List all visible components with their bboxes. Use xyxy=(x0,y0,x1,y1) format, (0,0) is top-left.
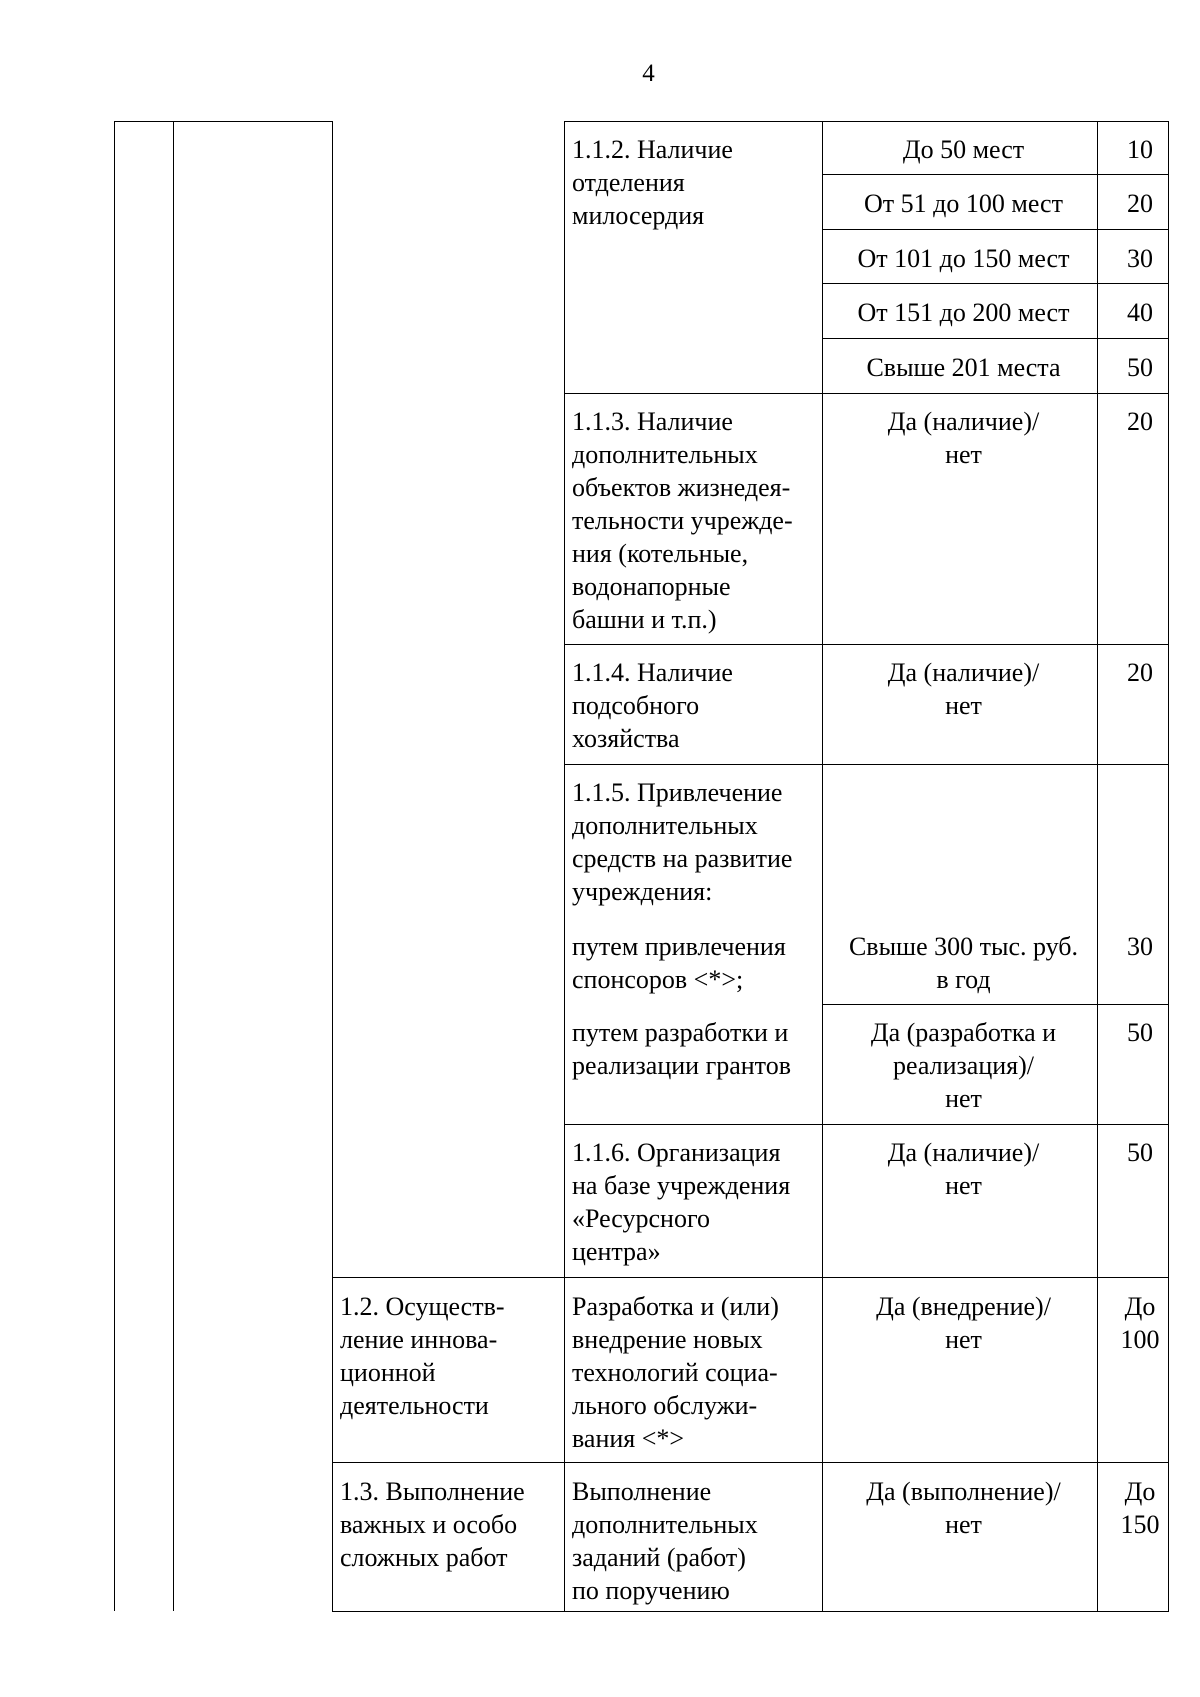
score-cell xyxy=(1104,351,1176,384)
condition-text: Да (внедрение)/ xyxy=(876,1292,1051,1321)
condition-cell xyxy=(829,351,1098,384)
condition-cell xyxy=(829,405,1098,471)
score-text: 30 xyxy=(1127,244,1153,273)
criterion-text: по поручению xyxy=(572,1576,730,1605)
score-text: 50 xyxy=(1127,353,1153,382)
condition-text: нет xyxy=(945,1084,982,1113)
section-text: ционной xyxy=(340,1358,436,1387)
criterion-text: милосердия xyxy=(572,201,705,230)
condition-cell xyxy=(829,296,1098,329)
criterion-cell xyxy=(572,1290,817,1455)
section-text: 1.3. Выполнение xyxy=(340,1477,525,1506)
criterion-text: на базе учреждения xyxy=(572,1171,791,1200)
row-rule xyxy=(564,1124,1169,1125)
condition-cell xyxy=(829,1016,1098,1115)
criterion-text: вания <*> xyxy=(572,1424,685,1453)
score-cell xyxy=(1104,656,1176,689)
criterion-text: 1.1.3. Наличие xyxy=(572,407,733,436)
sub-criterion-text: реализации грантов xyxy=(572,1051,791,1080)
score-cell xyxy=(1104,1136,1176,1169)
criterion-text: 1.1.6. Организация xyxy=(572,1138,781,1167)
condition-cell xyxy=(829,1136,1098,1202)
sub-criterion-cell xyxy=(572,1016,817,1082)
condition-cell xyxy=(829,1290,1098,1356)
section-cell xyxy=(340,1475,565,1574)
score-text: До xyxy=(1124,1477,1156,1506)
condition-text: До 50 мест xyxy=(902,135,1025,164)
score-cell xyxy=(1104,1290,1176,1356)
score-cell xyxy=(1104,930,1176,963)
criterion-text: башни и т.п.) xyxy=(572,605,717,634)
row-rule xyxy=(822,283,1169,284)
condition-text: Да (наличие)/ xyxy=(887,658,1040,687)
section-text: важных и особо xyxy=(340,1510,518,1539)
row-rule xyxy=(822,338,1169,339)
condition-text: нет xyxy=(945,1171,982,1200)
criterion-text: подсобного xyxy=(572,691,700,720)
row-rule xyxy=(564,764,1169,765)
criterion-text: объектов жизнедея- xyxy=(572,473,791,502)
criterion-cell xyxy=(572,133,817,232)
criterion-text: дополнительных xyxy=(572,1510,758,1539)
section-text: ление иннова- xyxy=(340,1325,498,1354)
table-border-top-right xyxy=(564,121,1169,122)
criterion-text: тельности учрежде- xyxy=(572,506,793,535)
table-rule-col2 xyxy=(332,121,333,1611)
criterion-text: технологий социа- xyxy=(572,1358,778,1387)
criterion-cell xyxy=(572,1136,817,1268)
criterion-text: хозяйства xyxy=(572,724,680,753)
score-text: 20 xyxy=(1127,407,1153,436)
section-text: 1.2. Осуществ- xyxy=(340,1292,505,1321)
condition-cell xyxy=(829,1475,1098,1541)
row-rule xyxy=(332,1462,1169,1463)
criterion-text: внедрение новых xyxy=(572,1325,763,1354)
page-number: 4 xyxy=(642,60,655,87)
condition-text: нет xyxy=(945,1325,982,1354)
criterion-text: водонапорные xyxy=(572,572,731,601)
row-rule xyxy=(822,1004,1169,1005)
sub-criterion-text: путем разработки и xyxy=(572,1018,789,1047)
score-cell xyxy=(1104,296,1176,329)
score-text: 100 xyxy=(1120,1325,1160,1354)
condition-text: Да (выполнение)/ xyxy=(866,1477,1061,1506)
criterion-text: 1.1.5. Привлечение xyxy=(572,778,783,807)
criterion-text: средств на развитие xyxy=(572,844,793,873)
condition-text: Свыше 201 места xyxy=(866,353,1061,382)
criterion-text: учреждения: xyxy=(572,877,713,906)
criterion-text: 1.1.4. Наличие xyxy=(572,658,733,687)
score-text: 10 xyxy=(1127,135,1153,164)
criterion-text: дополнительных xyxy=(572,440,758,469)
sub-criterion-text: путем привлечения xyxy=(572,932,786,961)
criterion-cell xyxy=(572,656,817,755)
row-rule xyxy=(564,393,1169,394)
table-rule-col1 xyxy=(173,121,174,1611)
table-border-left xyxy=(114,121,115,1611)
score-cell xyxy=(1104,1016,1176,1049)
table-border-right xyxy=(1168,121,1169,1611)
criterion-text: льного обслужи- xyxy=(572,1391,758,1420)
row-rule-bottom xyxy=(332,1611,1169,1612)
condition-text: реализация)/ xyxy=(893,1051,1034,1080)
score-text: До xyxy=(1124,1292,1156,1321)
row-rule xyxy=(822,229,1169,230)
condition-cell xyxy=(829,133,1098,166)
criterion-text: дополнительных xyxy=(572,811,758,840)
condition-text: Да (наличие)/ xyxy=(887,407,1040,436)
criterion-text: центра» xyxy=(572,1237,661,1266)
row-rule xyxy=(332,1277,1169,1278)
section-text: сложных работ xyxy=(340,1543,508,1572)
table-border-top-left xyxy=(114,121,333,122)
score-text: 20 xyxy=(1127,189,1153,218)
score-cell xyxy=(1104,405,1176,438)
condition-cell xyxy=(829,242,1098,275)
criterion-cell xyxy=(572,1475,817,1607)
score-cell xyxy=(1104,242,1176,275)
criterion-text: отделения xyxy=(572,168,685,197)
criterion-text: Разработка и (или) xyxy=(572,1292,779,1321)
condition-text: От 51 до 100 мест xyxy=(864,189,1063,218)
row-rule xyxy=(564,644,1169,645)
score-text: 50 xyxy=(1127,1138,1153,1167)
criterion-text: «Ресурсного xyxy=(572,1204,710,1233)
condition-text: От 101 до 150 мест xyxy=(857,244,1070,273)
row-rule xyxy=(822,174,1169,175)
criterion-text: ния (котельные, xyxy=(572,539,749,568)
score-cell xyxy=(1104,133,1176,166)
table-rule-col5 xyxy=(1097,121,1098,1611)
score-text: 20 xyxy=(1127,658,1153,687)
condition-text: нет xyxy=(945,440,982,469)
section-cell xyxy=(340,1290,565,1422)
sub-criterion-cell xyxy=(572,930,817,996)
condition-text: Да (наличие)/ xyxy=(887,1138,1040,1167)
criterion-text: Выполнение xyxy=(572,1477,712,1506)
condition-cell xyxy=(829,187,1098,220)
sub-criterion-text: спонсоров <*>; xyxy=(572,965,744,994)
condition-text: Да (разработка и xyxy=(870,1018,1057,1047)
condition-text: От 151 до 200 мест xyxy=(857,298,1070,327)
score-cell xyxy=(1104,1475,1176,1541)
score-text: 30 xyxy=(1127,932,1153,961)
score-text: 50 xyxy=(1127,1018,1153,1047)
criterion-cell xyxy=(572,776,817,908)
condition-text: нет xyxy=(945,1510,982,1539)
criterion-text: заданий (работ) xyxy=(572,1543,746,1572)
table-rule-col4 xyxy=(822,121,823,1611)
condition-text: Свыше 300 тыс. руб. xyxy=(848,932,1079,961)
condition-cell xyxy=(829,930,1098,996)
criterion-text: 1.1.2. Наличие xyxy=(572,135,733,164)
criterion-cell xyxy=(572,405,817,636)
score-cell xyxy=(1104,187,1176,220)
score-text: 150 xyxy=(1120,1510,1160,1539)
score-text: 40 xyxy=(1127,298,1153,327)
condition-text: в год xyxy=(936,965,991,994)
section-text: деятельности xyxy=(340,1391,489,1420)
condition-text: нет xyxy=(945,691,982,720)
condition-cell xyxy=(829,656,1098,722)
